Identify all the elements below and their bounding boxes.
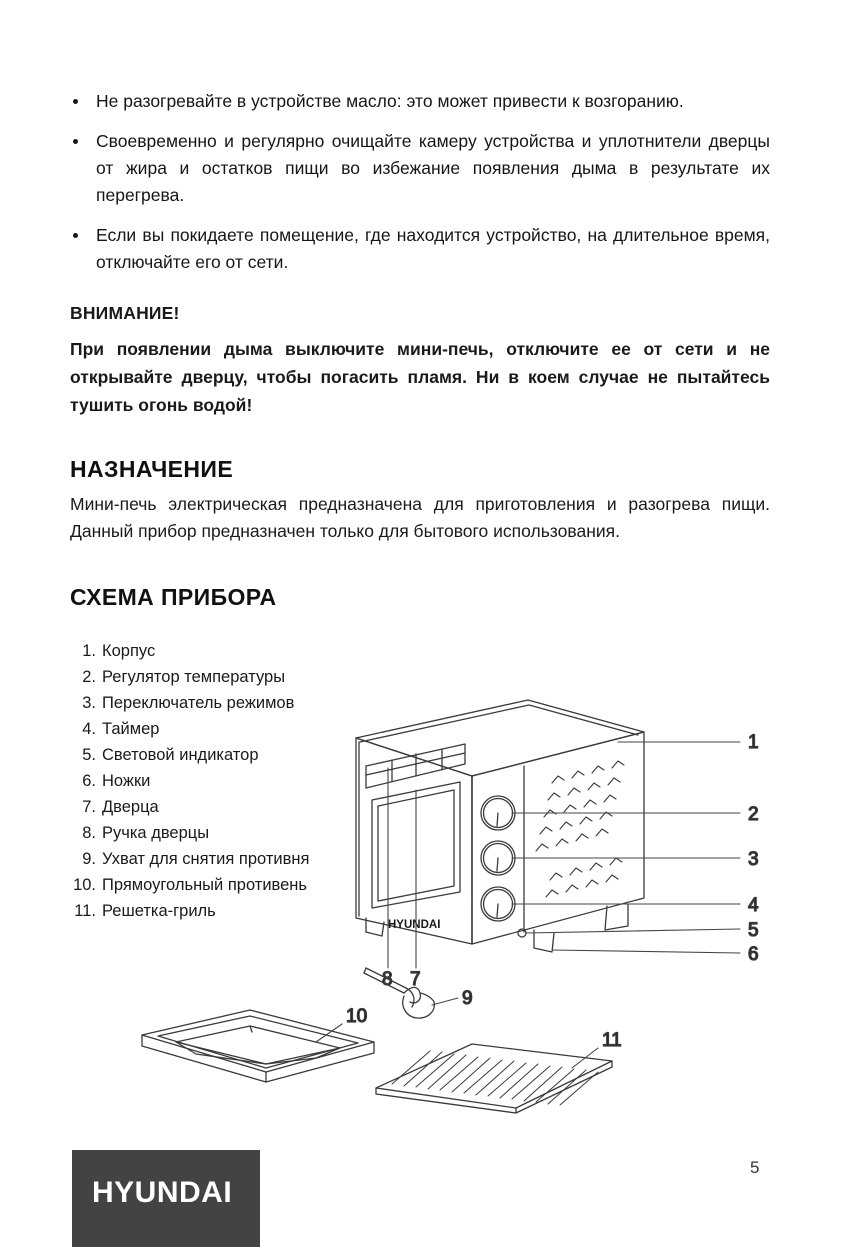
baking-tray-graphic xyxy=(142,1010,374,1082)
callout-8: 8 xyxy=(382,969,393,990)
bullet-text: Не разогревайте в устройстве масло: это может привести к возгоранию. xyxy=(96,91,684,111)
page-number: 5 xyxy=(750,1158,760,1177)
section-heading-purpose: НАЗНАЧЕНИЕ xyxy=(70,456,234,482)
warning-text: При появлении дыма выключите мини-печь, отключите ее от сети и не открывайте дверцу, чтобы погасить пламя. Ни в коем случае не пытайтесь тушить огонь водой! xyxy=(70,339,770,415)
part-label: Решетка-гриль xyxy=(102,902,216,920)
list-item xyxy=(70,88,770,115)
part-number: 6. xyxy=(82,772,96,790)
part-number: 3. xyxy=(82,694,96,712)
bullet-dot-icon xyxy=(73,139,78,144)
section-body-purpose: Мини-печь электрическая предназначена для приготовления и разогрева пищи. Данный прибор предназначен только для бытового использования. xyxy=(70,494,770,541)
tray-handle-tool-graphic xyxy=(364,968,434,1018)
part-number: 1. xyxy=(82,642,96,660)
part-number: 5. xyxy=(82,746,96,764)
knob-timer xyxy=(481,887,515,921)
part-number: 7. xyxy=(82,798,96,816)
callout-6: 6 xyxy=(748,944,759,965)
bullet-dot-icon xyxy=(73,99,78,104)
vent-louvres-upper xyxy=(536,761,624,851)
callout-10: 10 xyxy=(346,1006,368,1027)
callout-leader-9 xyxy=(432,998,458,1005)
callout-5: 5 xyxy=(748,920,759,941)
grill-rack-graphic xyxy=(376,1044,612,1113)
oven-body-graphic xyxy=(356,700,644,952)
safety-bullet-list xyxy=(70,88,770,276)
part-label: Таймер xyxy=(102,720,160,738)
callout-leaders xyxy=(388,742,740,968)
bullet-text: Своевременно и регулярно очищайте камеру устройства и уплотнители дверцы от жира и остатков пищи во избежание появления дыма в результате их перегрева. xyxy=(96,131,770,205)
list-item xyxy=(70,638,345,664)
section-heading-scheme: СХЕМА ПРИБОРА xyxy=(70,584,277,610)
oven-door-brand-label: HYUNDAI xyxy=(388,919,441,931)
appliance-diagram xyxy=(120,680,820,1120)
bullet-dot-icon xyxy=(73,233,78,238)
part-label: Регулятор температуры xyxy=(102,668,286,686)
part-label: Световой индикатор xyxy=(102,746,259,764)
part-label: Переключатель режимов xyxy=(102,694,295,712)
list-item xyxy=(70,222,770,276)
knob-mode xyxy=(481,841,515,875)
part-number: 4. xyxy=(82,720,96,738)
list-item xyxy=(70,128,770,209)
footer-brand-text: HYUNDAI xyxy=(92,1176,233,1209)
callout-2: 2 xyxy=(748,804,759,825)
part-number: 8. xyxy=(82,824,96,842)
part-label: Дверца xyxy=(102,798,159,816)
part-label: Ухват для снятия противня xyxy=(102,850,310,868)
part-label: Ручка дверцы xyxy=(102,824,210,842)
part-label: Прямоугольный противень xyxy=(102,876,308,894)
part-number: 10. xyxy=(73,876,96,894)
callout-7: 7 xyxy=(410,969,421,990)
callout-1: 1 xyxy=(748,732,759,753)
knob-temperature xyxy=(481,796,515,830)
callout-4: 4 xyxy=(748,895,759,916)
callout-3: 3 xyxy=(748,849,759,870)
part-number: 2. xyxy=(82,668,96,686)
callout-11: 11 xyxy=(602,1030,622,1051)
part-number: 9. xyxy=(82,850,96,868)
warning-title: ВНИМАНИЕ! xyxy=(70,303,180,323)
callout-leader-11 xyxy=(572,1048,598,1068)
bullet-text: Если вы покидаете помещение, где находится устройство, на длительное время, отключайте его от сети. xyxy=(96,225,770,272)
part-label: Корпус xyxy=(102,642,156,660)
part-number: 11. xyxy=(74,902,96,920)
part-label: Ножки xyxy=(102,772,151,790)
footer-brand-logo xyxy=(72,1150,260,1247)
callout-9: 9 xyxy=(462,988,473,1009)
vent-louvres-lower xyxy=(546,858,622,897)
